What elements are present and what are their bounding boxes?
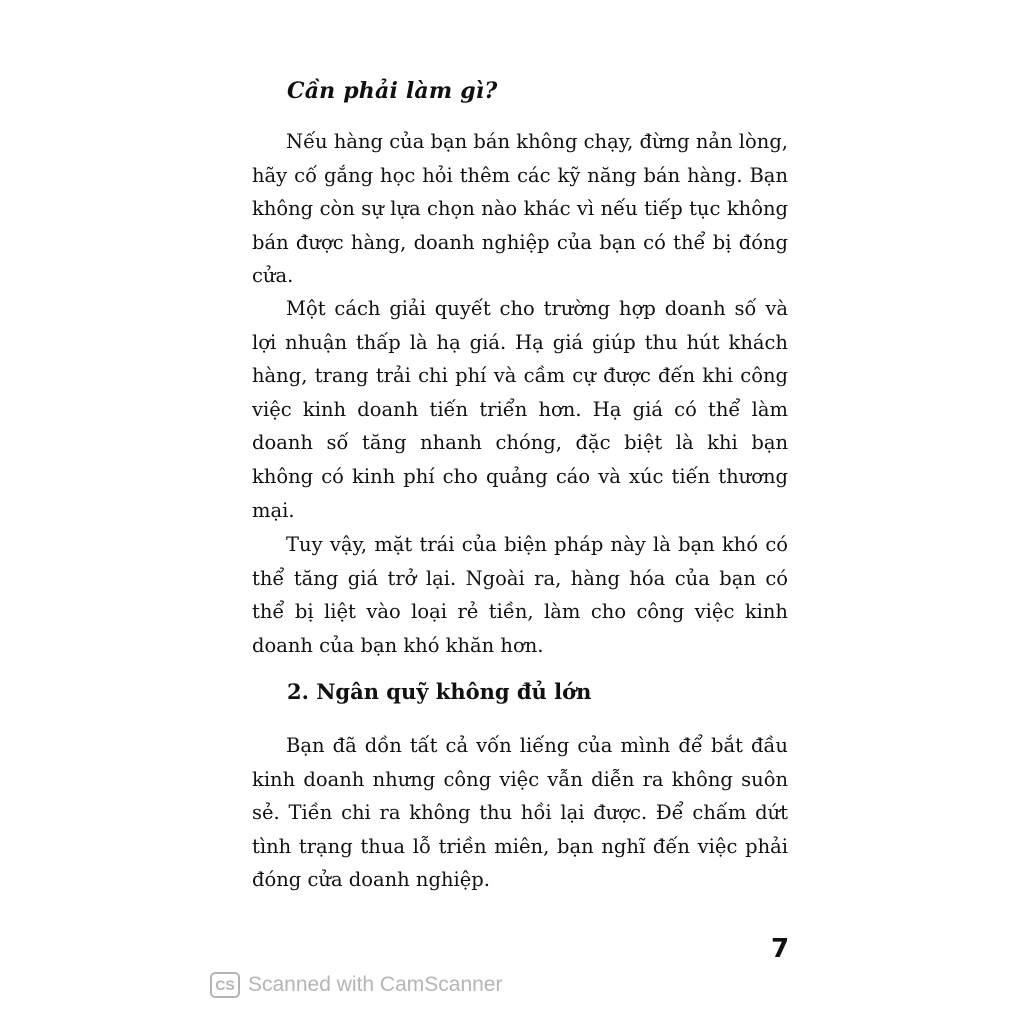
paragraph-block [252, 528, 788, 662]
paragraph: Nếu hàng của bạn bán không chạy, đừng nản lòng, hãy cố gắng học hỏi thêm các kỹ năng bán hàng. Bạn không còn sự lựa chọn nào khác vì nếu tiếp tục không bán được hàng, doanh nghiệp của bạn có thể bị đóng cửa. [252, 130, 789, 288]
paragraph: Tuy vậy, mặt trái của biện pháp này là bạn khó có thể tăng giá trở lại. Ngoài ra, hàng hóa của bạn có thể bị liệt vào loại rẻ tiền, làm cho công việc kinh doanh của bạn khó khăn hơn. [252, 533, 788, 657]
paragraph: Một cách giải quyết cho trường hợp doanh số và lợi nhuận thấp là hạ giá. Hạ giá giúp thu hút khách hàng, trang trải chi phí và cầm cự được đến khi công việc kinh doanh tiến triển hơn. Hạ giá có thể làm doanh số tăng nhanh chóng, đặc biệt là khi bạn không có kinh phí cho quảng cáo và xúc tiến thương mại. [252, 297, 788, 522]
camscanner-logo-icon: CS [210, 972, 240, 998]
paragraph-block [252, 292, 788, 527]
subheading-what-to-do: Cần phải làm gì? [287, 78, 498, 104]
watermark-text: Scanned with CamScanner [248, 973, 503, 996]
camscanner-watermark [210, 972, 502, 998]
paragraph: Bạn đã dồn tất cả vốn liếng của mình để bắt đầu kinh doanh nhưng công việc vẫn diễn ra không suôn sẻ. Tiền chi ra không thu hồi lại được. Để chấm dứt tình trạng thua lỗ triền miên, bạn nghĩ đến việc phải đóng cửa doanh nghiệp. [252, 734, 788, 892]
page-number: 7 [771, 934, 790, 964]
paragraph-block [252, 729, 788, 897]
paragraph-block [252, 125, 788, 293]
section-heading: 2. Ngân quỹ không đủ lớn [287, 679, 592, 704]
